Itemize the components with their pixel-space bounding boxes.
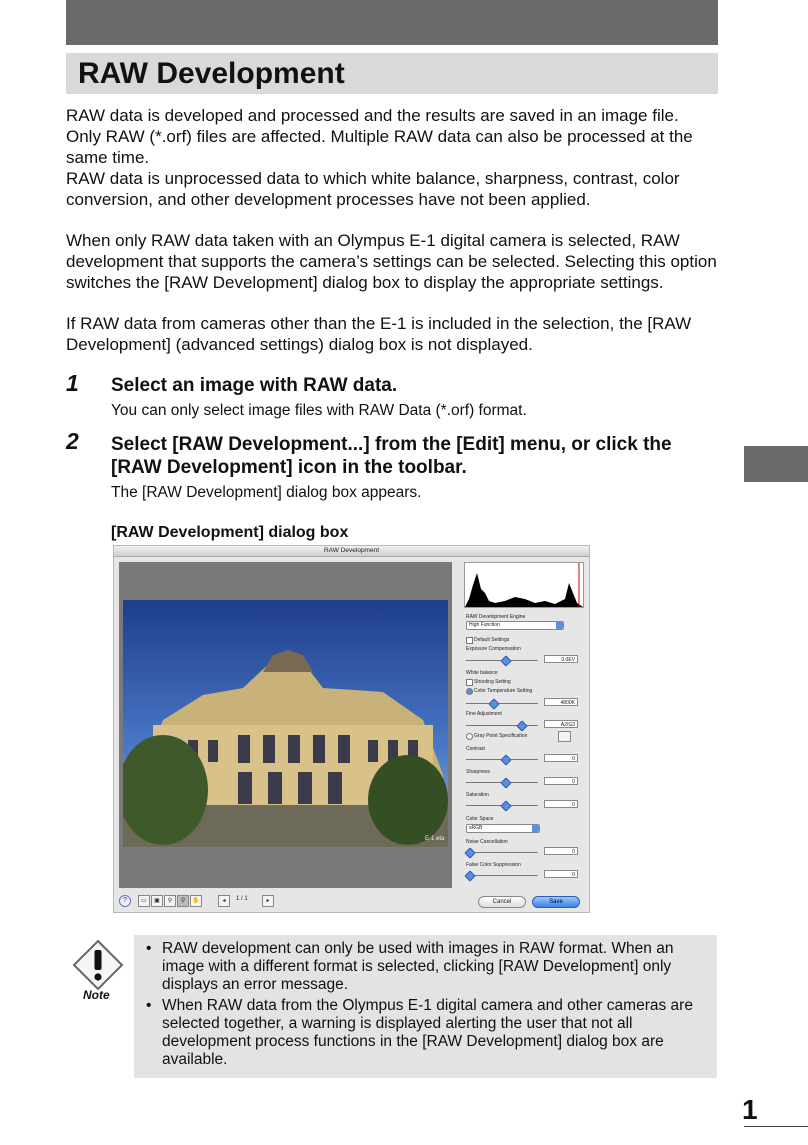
step-number-2: 2: [66, 428, 79, 454]
false-color-value[interactable]: 0: [544, 870, 578, 878]
color-temp-value[interactable]: 4800K: [544, 698, 578, 706]
step-number-1: 1: [66, 370, 79, 396]
noise-value[interactable]: 0: [544, 847, 578, 855]
saturation-slider[interactable]: [466, 805, 538, 806]
para2-line-1: When only RAW data taken with an Olympus E-1 digital camera is selected, RAW development that supports the camera’s settings can be selected. Selecting this option switches the [RAW Development] dialog box to display the appropriate settings.: [66, 231, 717, 292]
color-temp-radio[interactable]: [466, 688, 473, 695]
shooting-setting-checkbox[interactable]: [466, 679, 473, 686]
contrast-value[interactable]: 0: [544, 754, 578, 762]
color-temp-slider[interactable]: [466, 703, 538, 704]
dialog-bottom-bar: [114, 890, 589, 912]
default-settings-label: Default Settings: [474, 637, 510, 643]
color-space-select[interactable]: [466, 824, 540, 833]
intro-line-1: RAW data is developed and processed and the results are saved in an image file.: [66, 106, 679, 125]
step-desc-1: You can only select image files with RAW Data (*.orf) format.: [111, 402, 527, 419]
chevron-down-icon: [556, 622, 563, 629]
intro-line-3: RAW data is unprocessed data to which white balance, sharpness, contrast, color conversion, and other development processes have not been applied.: [66, 169, 680, 209]
fine-adjust-slider[interactable]: [466, 725, 538, 726]
sharpness-slider[interactable]: [466, 782, 538, 783]
step-title-2: Select [RAW Development...] from the [Edit] menu, or click the [RAW Development] icon in the toolbar.: [111, 434, 672, 478]
exposure-value[interactable]: 0.0EV: [544, 655, 578, 663]
histogram: [464, 562, 584, 608]
false-color-label: False Color Suppression: [466, 862, 521, 868]
hand-icon[interactable]: ✋: [190, 895, 202, 907]
actual-size-icon[interactable]: ▣: [151, 895, 163, 907]
note-item: • RAW development can only be used with images in RAW format. When an image with a different format is selected, clicking [RAW Development] only displays an error message.: [144, 940, 704, 994]
default-settings-checkbox[interactable]: [466, 637, 473, 644]
step-desc-2: The [RAW Development] dialog box appears.: [111, 484, 422, 501]
help-icon[interactable]: ?: [119, 895, 131, 907]
contrast-slider[interactable]: [466, 759, 538, 760]
engine-label: RAW Development Engine: [466, 614, 526, 620]
page-number: 1: [742, 1094, 758, 1125]
intro-line-2: Only RAW (*.orf) files are affected. Multiple RAW data can also be processed at the same time.: [66, 127, 693, 167]
noise-slider[interactable]: [466, 852, 538, 853]
zoom-selected-icon[interactable]: ⚲: [177, 895, 189, 907]
engine-select[interactable]: [466, 621, 564, 630]
note-list: [144, 940, 704, 1072]
noise-label: Noise Cancellation: [466, 839, 508, 845]
note-item: • When RAW data from the Olympus E-1 digital camera and other cameras are selected together, a warning is displayed alerting the user that not all development process functions in the [RAW Development] dialog box are available.: [144, 997, 704, 1069]
next-icon[interactable]: ▸: [262, 895, 274, 907]
preview-photo: [123, 600, 448, 847]
engine-value: High Function: [469, 622, 500, 628]
page-indicator: 1 / 1: [236, 896, 248, 902]
slider-knob[interactable]: [500, 655, 511, 666]
save-button[interactable]: Save: [532, 896, 580, 908]
slider-knob[interactable]: [500, 754, 511, 765]
zoom-icon[interactable]: ⚲: [164, 895, 176, 907]
slider-knob[interactable]: [464, 847, 475, 858]
color-temp-label: Color Temperature Setting: [474, 688, 533, 694]
cancel-button[interactable]: Cancel: [478, 896, 526, 908]
eyedropper-icon[interactable]: [558, 731, 571, 742]
saturation-label: Saturation: [466, 792, 489, 798]
gray-point-radio[interactable]: [466, 733, 473, 740]
page-number-rule: [744, 1126, 808, 1127]
gray-point-label: Gray Point Specification: [474, 733, 528, 739]
exposure-slider[interactable]: [466, 660, 538, 661]
dialog-title: RAW Development: [114, 546, 589, 557]
settings-panel: [460, 560, 586, 892]
slider-knob[interactable]: [488, 698, 499, 709]
para2-line-2: If RAW data from cameras other than the E-1 is included in the selection, the [RAW Development] (advanced settings) dialog box is not displayed.: [66, 314, 692, 354]
white-balance-label: White balance: [466, 670, 498, 676]
header-bar: [66, 0, 718, 45]
page-title: RAW Development: [78, 57, 345, 90]
fine-adjust-value[interactable]: A2/G3: [544, 720, 578, 728]
slider-knob[interactable]: [516, 720, 527, 731]
chevron-down-icon: [532, 825, 539, 832]
saturation-value[interactable]: 0: [544, 800, 578, 808]
previous-icon[interactable]: ◂: [218, 895, 230, 907]
image-preview: [119, 562, 452, 888]
slider-knob[interactable]: [464, 870, 475, 881]
fine-adjust-label: Fine Adjustment: [466, 711, 502, 717]
sharpness-value[interactable]: 0: [544, 777, 578, 785]
note-label: Note: [83, 988, 110, 1002]
photo-watermark: E-1 eta: [425, 836, 445, 842]
raw-development-dialog: [113, 545, 590, 913]
slider-knob[interactable]: [500, 800, 511, 811]
color-space-label: Color Space: [466, 816, 494, 822]
color-space-value: sRGB: [469, 825, 483, 831]
fit-view-icon[interactable]: ▭: [138, 895, 150, 907]
side-tab: [744, 446, 808, 482]
slider-knob[interactable]: [500, 777, 511, 788]
false-color-slider[interactable]: [466, 875, 538, 876]
title-box: [66, 53, 718, 94]
figure-caption: [RAW Development] dialog box: [111, 524, 349, 541]
step-title-1: Select an image with RAW data.: [111, 375, 398, 396]
exposure-label: Exposure Compensation: [466, 646, 521, 652]
sharpness-label: Sharpness: [466, 769, 490, 775]
shooting-setting-label: Shooting Setting: [474, 679, 511, 685]
contrast-label: Contrast: [466, 746, 485, 752]
